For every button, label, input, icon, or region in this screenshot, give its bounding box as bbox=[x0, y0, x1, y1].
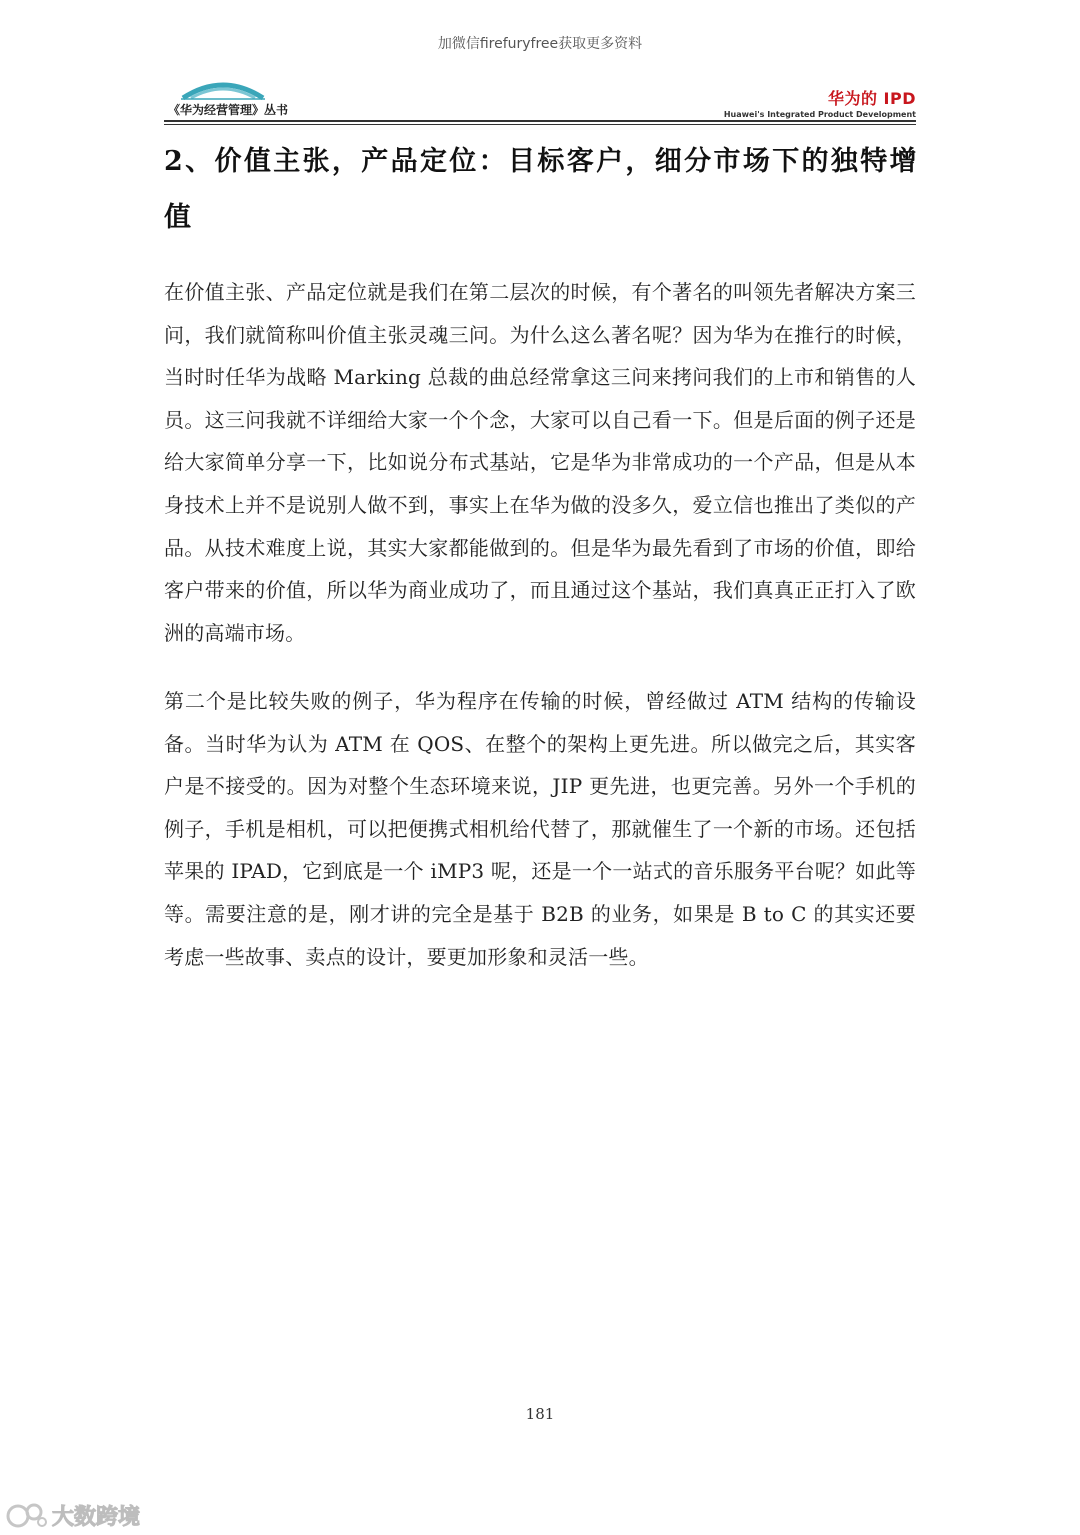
top-note: 加微信firefuryfree获取更多资料 bbox=[437, 36, 643, 52]
mountain-logo-icon bbox=[181, 78, 265, 100]
page-number: 181 bbox=[525, 1405, 555, 1423]
ipd-title: 华为的 IPD bbox=[827, 89, 916, 108]
series-label: 《华为经营管理》丛书 bbox=[168, 103, 289, 117]
ipd-subtitle: Huawei's Integrated Product Development bbox=[723, 110, 916, 119]
watermark-text: 大数跨境 bbox=[52, 1504, 141, 1530]
watermark bbox=[4, 1497, 140, 1533]
header-divider bbox=[164, 120, 916, 122]
body-paragraph: 第二个是比较失败的例子，华为程序在传输的时候，曾经做过 ATM 结构的传输设备。当时华为认为 ATM 在 QOS、在整个的架构上更先进。所以做完之后，其实客户是不接受的。因为对整个生态环境来说，JIP 更先进，也更完善。另外一个手机的例子，手机是相机，可以把便携式相机给代替了，那就催生了一个新的市场。还包括苹果的 IPAD，它到底是一个 iMP3 呢，还是一个一站式的音乐服务平台呢？如此等等。需要注意的是，刚才讲的完全是基于 B2B 的业务，如果是 B to C 的其实还要考虑一些故事、卖点的设计，要更加形象和灵活一些。 bbox=[164, 689, 916, 969]
body-paragraph: 在价值主张、产品定位就是我们在第二层次的时候，有个著名的叫领先者解决方案三问，我们就简称叫价值主张灵魂三问。为什么这么著名呢？因为华为在推行的时候，当时时任华为战略 Marking 总裁的曲总经常拿这三问来拷问我们的上市和销售的人员。这三问我就不详细给大家一个个念，大家可以自己看一下。但是后面的例子还是给大家简单分享一下，比如说分布式基站，它是华为非常成功的一个产品，但是从本身技术上并不是说别人做不到，事实上在华为做的没多久，爱立信也推出了类似的产品。从技术难度上说，其实大家都能做到的。但是华为最先看到了市场的价值，即给客户带来的价值，所以华为商业成功了，而且通过这个基站，我们真真正正打入了欧洲的高端市场。 bbox=[164, 280, 916, 645]
header-divider-thin bbox=[164, 124, 916, 125]
watermark-logo-icon bbox=[4, 1500, 48, 1530]
section-heading: 2、价值主张，产品定位：目标客户，细分市场下的独特增值 bbox=[164, 146, 918, 233]
ipd-logo bbox=[724, 86, 916, 119]
